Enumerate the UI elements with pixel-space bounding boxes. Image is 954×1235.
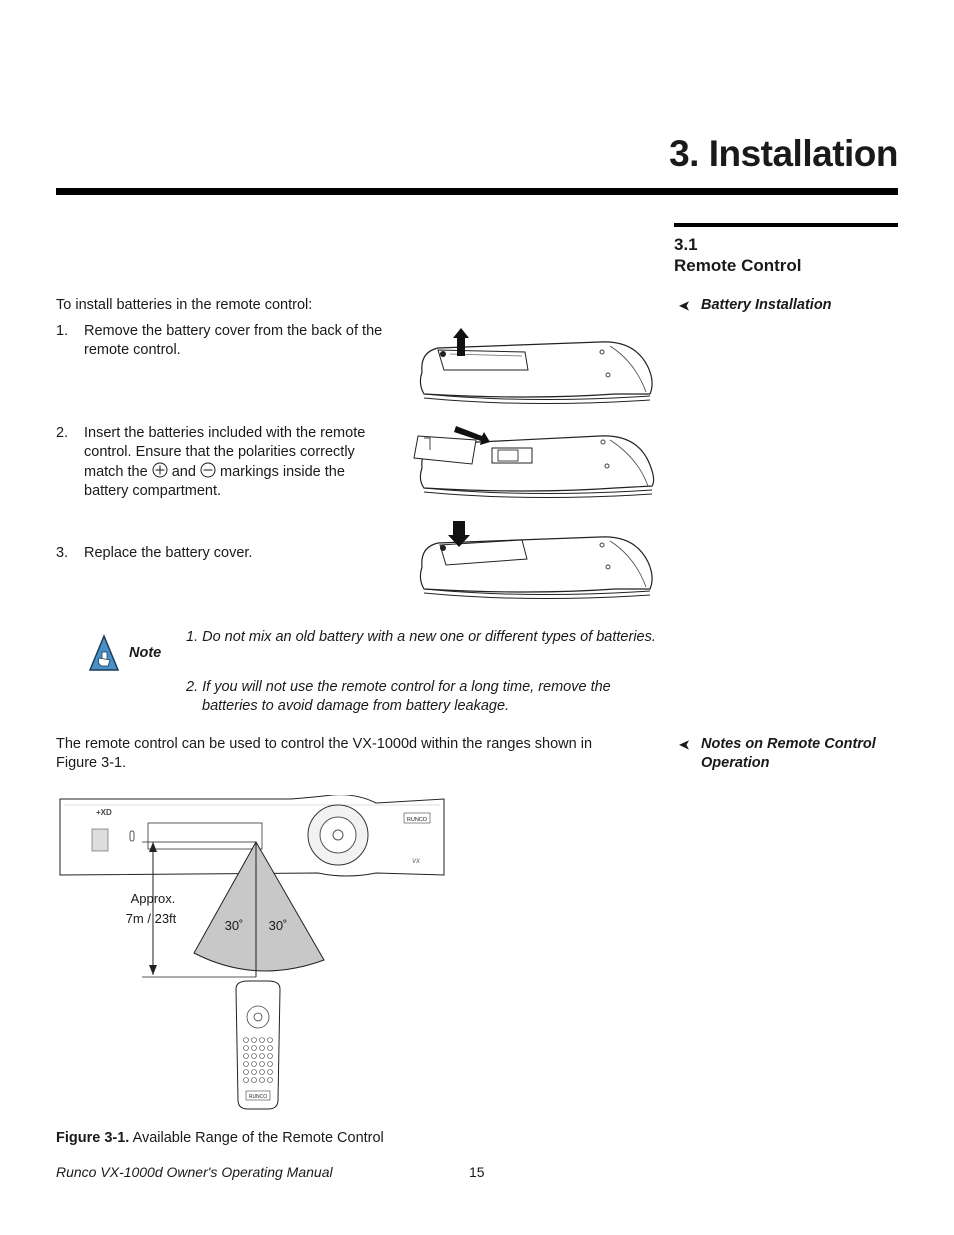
- angle-label-right: 30˚: [268, 918, 288, 933]
- operation-text: The remote control can be used to control the VX-1000d within the ranges shown in Figure 3-1.: [56, 736, 593, 771]
- panel-display: [148, 823, 262, 849]
- remote-step3-illustration: [410, 515, 660, 605]
- step-text: Remove the battery cover from the back of the remote control.: [84, 323, 383, 358]
- arrow-left-icon: ➤: [679, 298, 690, 313]
- step-text-and: and: [171, 464, 196, 480]
- step-text: Replace the battery cover.: [84, 545, 253, 561]
- note-item-1: 1. Do not mix an old battery with a new one or different types of batteries.: [186, 629, 656, 645]
- figure-caption-label: Figure 3-1.: [56, 1130, 130, 1146]
- distance-label-1: Approx.: [130, 891, 176, 906]
- step-number: 1.: [56, 323, 69, 339]
- section-number: 3.1: [674, 235, 698, 254]
- panel-logo: +XD: [96, 808, 112, 817]
- operation-side-heading-text: Notes on Remote Control Operation: [701, 736, 876, 771]
- note-pen-icon: [86, 632, 128, 674]
- step-text-b: markings inside the battery compartment.: [84, 464, 345, 499]
- battery-side-heading: [679, 296, 832, 315]
- operation-side-heading: [679, 735, 901, 773]
- distance-label-2: 7m / 23ft: [125, 911, 177, 926]
- step-3: [56, 544, 386, 563]
- remote-step1-illustration: [410, 322, 660, 412]
- remote-brand: RUNCO: [248, 1094, 268, 1100]
- chapter-title: 3. Installation: [669, 133, 898, 174]
- minus-circle-icon: [200, 462, 216, 478]
- battery-side-heading-text: Battery Installation: [701, 297, 832, 313]
- range-figure: [56, 795, 456, 1115]
- footer-page-number: 15: [469, 1164, 485, 1180]
- remote-step2-illustration: [410, 420, 660, 505]
- footer-manual-title: Runco VX-1000d Owner's Operating Manual: [56, 1164, 333, 1180]
- step-1: [56, 322, 386, 360]
- note-label: Note: [129, 645, 162, 661]
- svg-text:VX: VX: [411, 859, 421, 865]
- angle-label-left: 30˚: [224, 918, 244, 933]
- panel-brand: RUNCO: [406, 817, 428, 823]
- arrow-left-icon: ➤: [679, 737, 690, 752]
- step-number: 3.: [56, 545, 69, 561]
- step-text-a: Insert the batteries included with the remote control. Ensure that the polarities correctly match the: [84, 425, 366, 480]
- figure-caption-text: Available Range of the Remote Control: [132, 1130, 384, 1146]
- section-rule: [674, 223, 898, 227]
- plus-circle-icon: [152, 462, 168, 478]
- handheld-remote: [236, 981, 280, 1109]
- step-text: [56, 424, 386, 501]
- battery-intro: To install batteries in the remote control:: [56, 297, 313, 313]
- note-item-2: 2. If you will not use the remote control for a long time, remove the batteries to avoid damage from battery leakage.: [186, 679, 611, 714]
- figure-caption: [56, 1130, 384, 1146]
- section-title: Remote Control: [674, 256, 802, 275]
- step-number: 2.: [56, 425, 69, 441]
- chapter-rule: [56, 188, 898, 195]
- step-2: [56, 424, 386, 501]
